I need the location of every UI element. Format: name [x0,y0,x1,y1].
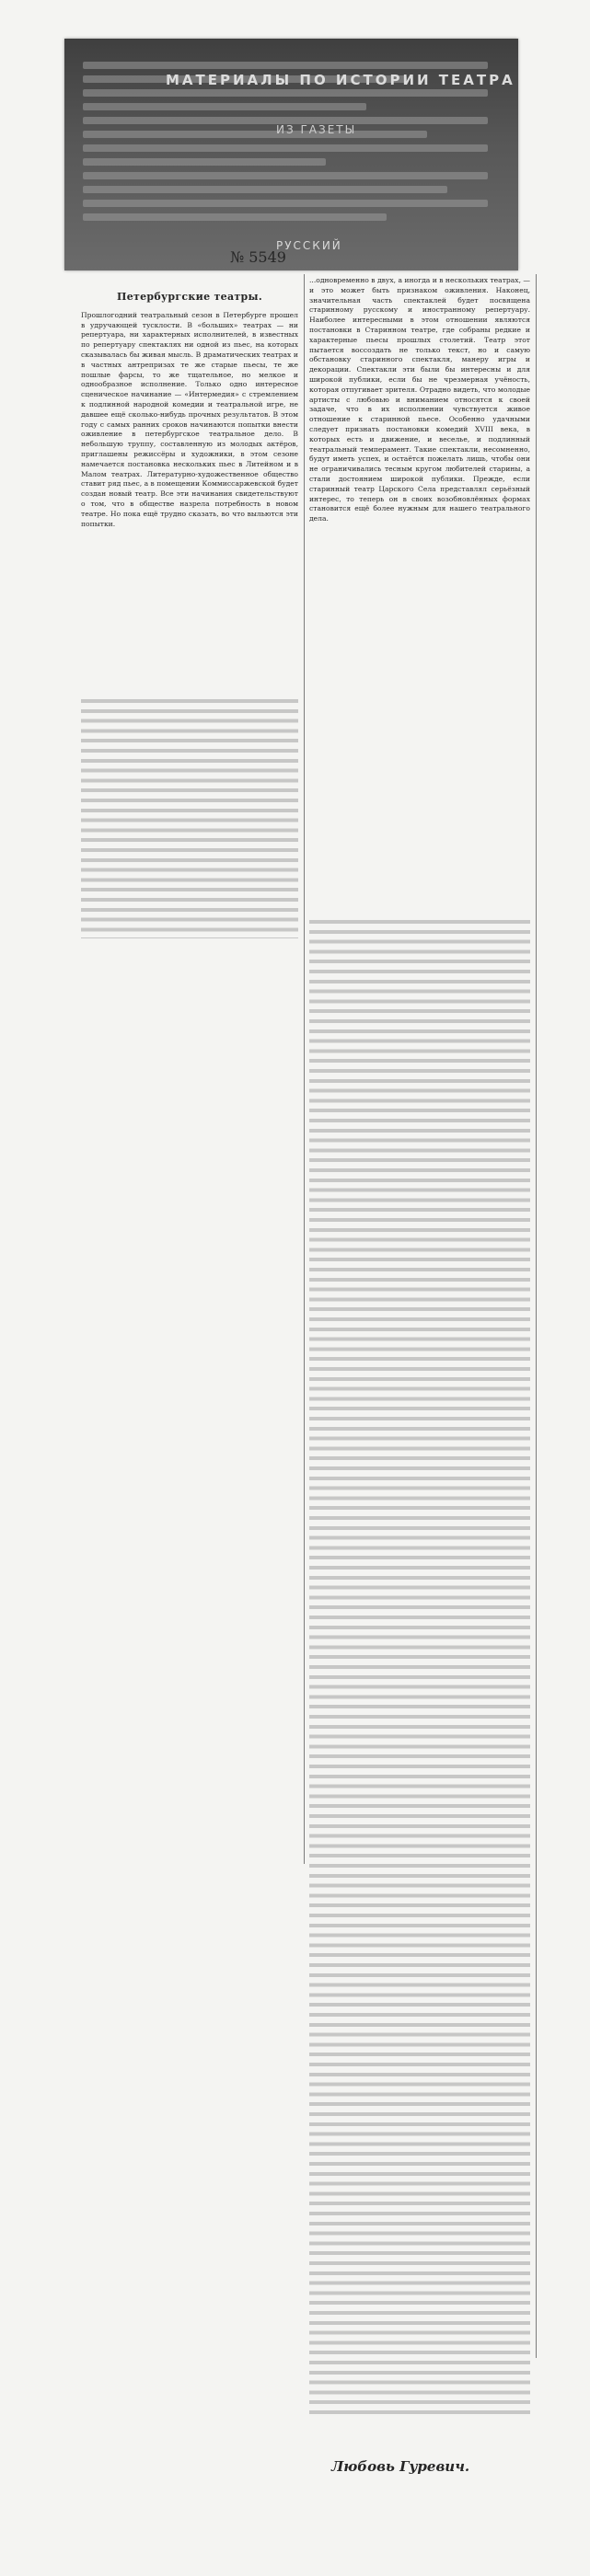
article-right-text: ...одновременно в двух, а иногда и в нескольких театрах, — и это может быть признаком оживления. Наконец, значительная часть спектаклей будет посвящена старинному русскому и иностранному репертуару. Наиболее интересными в этом отношении являются постановки в Старинном театре, где собраны редкие и характерные пьесы прошлых столетий. Театр этот пытается воссоздать не только текст, но и самую обстановку старинного спектакля, манеру игры и декорации. Спектакли эти были бы интересны и для широкой публики, если бы не чрезмерная учёность, которая отпугивает зрителя. Отрадно видеть, что молодые артисты с любовью и вниманием относятся к своей задаче, что в их исполнении чувствуется живое отношение к старинной пьесе. Особенно удачными следует признать постановки комедий XVIII века, в которых есть и движение, и веселье, и подлинный театральный темперамент. Такие спектакли, несомненно, будут иметь успех, и остаётся пожелать лишь, чтобы они не ограничивались тесным кругом любителей старины, а стали достоянием широкой публики. Прежде, если старинный театр Царского Села представлял серьёзный интерес, то теперь он в своих возобновлённых формах становится ещё более нужным для нашего театрального дела. [309,276,530,523]
article-title: Петербургские театры. [117,291,262,303]
clipping-edge [536,274,537,2358]
archive-stamp [64,39,518,270]
stamp-number: № 5549 [230,248,286,266]
article-left-column [81,293,298,529]
stamp-newspaper: РУССКИЙ [276,239,342,252]
stamp-title: МАТЕРИАЛЫ ПО ИСТОРИИ ТЕАТРА [166,72,515,88]
stamp-subtitle: ИЗ ГАЗЕТЫ [276,123,357,136]
right-column-print [309,920,530,2420]
article-right-column [309,276,530,524]
left-column-print [81,699,298,938]
author-signature: Любовь Гуревич. [331,2458,470,2475]
column-divider [304,274,305,1864]
article-left-text: Прошлогодний театральный сезон в Петербурге прошел в удручающей тусклости. В «больших» театрах — ни репертуара, ни характерных исполнителей, в известных по репертуару спектаклях ни одной из пьес, на которых сказывалась бы живая мысль. В драматических театрах и в частных антрепризах те же старые пьесы, те же пошлые фарсы, то же тщательное, но мелкое и однообразное исполнение. Только одно интересное сценическое начинание — «Интермедия» с стремлением к подлинной народной комедии и театральной игре, не давшее ещё сколько-нибудь прочных результатов. В этом году с самых ранних сроков начинаются попытки внести оживление в петербургское театральное дело. В небольшую труппу, составленную из молодых актёров, приглашены режиссёры и художники, в этом сезоне намечается постановка нескольких пьес в Литейном и в Малом театрах. Литературно-художественное общество ставит ряд пьес, а в помещении Коммиссаржевской будет создан новый театр. Все эти начинания свидетельствуют о том, что в обществе назрела потребность в новом театре. Но пока ещё трудно сказать, во что выльются эти попытки. [81,310,298,528]
